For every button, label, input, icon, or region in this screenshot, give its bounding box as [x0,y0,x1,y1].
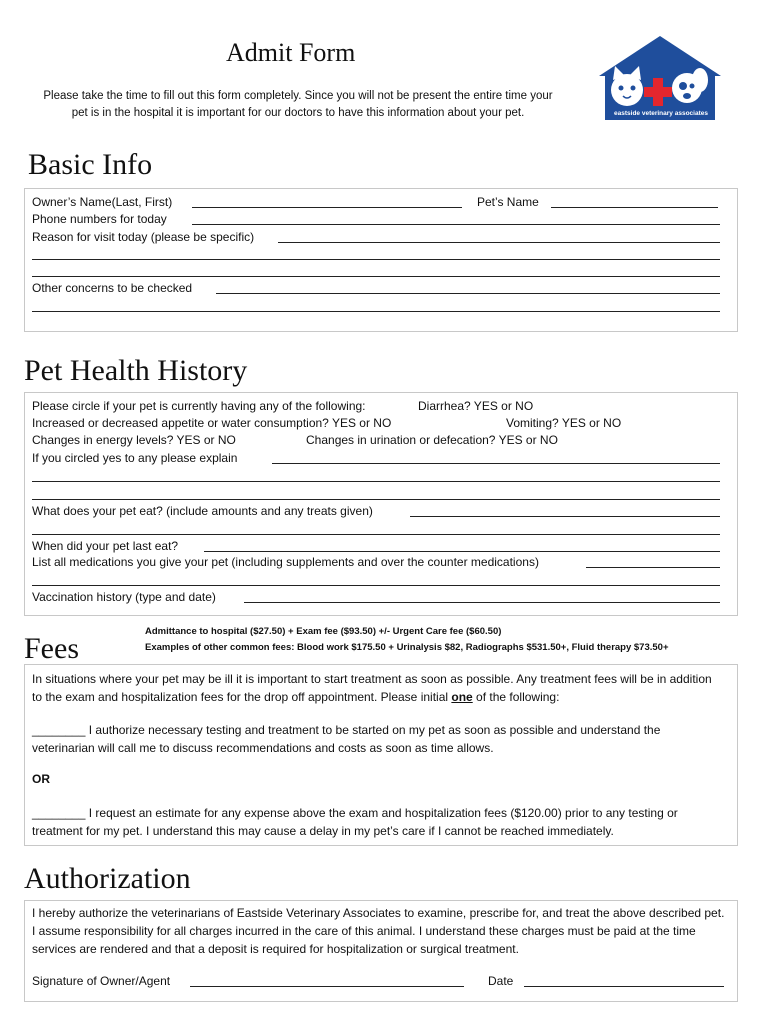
signature-label: Signature of Owner/Agent [32,974,171,988]
logo-text: eastside veterinary associates [614,110,708,117]
pet-name-label: Pet’s Name [477,195,539,209]
diarrhea-question[interactable]: Diarrhea? YES or NO [418,399,534,413]
reason-label: Reason for visit today (please be specific) [32,230,255,244]
fees-heading: Fees [24,632,79,665]
pet-name-field[interactable] [551,207,718,208]
or-label: OR [32,772,50,786]
phone-field[interactable] [192,224,720,225]
fees-paragraph: In situations where your pet may be ill it is important to start treatment as soon as possible. Any treatment fees will be in addition to the exam and hospitalization fees for the drop off appointment. Please initial one of the following: [32,672,712,704]
request-estimate-option[interactable]: ________ I request an estimate for any expense above the exam and hospitalization fees ($120.00) prior to any testing or treatment for my pet. I understand this may cause a delay in my pet’s care if I cannot be reached immediately. [32,806,678,838]
fee-examples: Examples of other common fees: Blood work $175.50 + Urinalysis $82, Radiographs $531.50+, Fluid therapy $73.50+ [145,642,669,653]
vaccination-label: Vaccination history (type and date) [32,590,216,604]
phone-label: Phone numbers for today [32,212,167,226]
reason-field-line[interactable] [32,276,720,277]
diet-label: What does your pet eat? (include amounts and any treats given) [32,504,373,518]
circle-instruction: Please circle if your pet is currently having any of the following: [32,399,366,413]
date-label: Date [488,974,514,988]
diet-line[interactable] [32,534,720,535]
intro-text: Please take the time to fill out this form completely. Since you will not be present the entire time your pet is in the hospital it is important for our doctors to have this information about your pet. [43,90,553,119]
reason-field-line[interactable] [32,259,720,260]
medications-field[interactable] [586,567,720,568]
vaccination-field[interactable] [244,602,720,603]
other-concerns-field[interactable] [216,293,720,294]
clinic-logo [597,34,723,122]
explain-line[interactable] [32,499,720,500]
health-history-heading: Pet Health History [24,354,248,387]
fee-summary: Admittance to hospital ($27.50) + Exam fee ($93.50) +/- Urgent Care fee ($60.50) [145,626,502,637]
vomiting-question[interactable]: Vomiting? YES or NO [506,416,622,430]
urination-question[interactable]: Changes in urination or defecation? YES or NO [306,433,558,447]
reason-field[interactable] [278,242,720,243]
other-concerns-label: Other concerns to be checked [32,281,193,295]
owner-name-label: Owner’s Name(Last, First) [32,195,173,209]
last-ate-field[interactable] [204,551,720,552]
explain-line[interactable] [32,481,720,482]
explain-field[interactable] [272,463,720,464]
page-title: Admit Form [226,38,356,67]
one-emphasis: one [451,690,473,704]
medications-line[interactable] [32,585,720,586]
appetite-question[interactable]: Increased or decreased appetite or water consumption? YES or NO [32,416,392,430]
basic-info-heading: Basic Info [28,148,153,181]
authorize-treatment-option[interactable]: ________ I authorize necessary testing and treatment to be started on my pet as soon as possible and understand the veterinarian will call me to discuss recommendations and costs as soon as time allows. [32,723,661,755]
other-concerns-line[interactable] [32,311,720,312]
explain-label: If you circled yes to any please explain [32,451,238,465]
medications-label: List all medications you give your pet (including supplements and over the counter medications) [32,555,539,569]
logo-house-icon [597,34,723,122]
energy-question[interactable]: Changes in energy levels? YES or NO [32,433,236,447]
diet-field[interactable] [410,516,720,517]
date-field[interactable] [524,986,724,987]
authorization-text: I hereby authorize the veterinarians of Eastside Veterinary Associates to examine, prescribe for, and treat the above described pet. I assume responsibility for all charges incurred in the care of this animal. I understand these charges must be paid at the time services are rendered and that a deposit is required for hospitalization or surgical treatment. [32,906,725,956]
signature-field[interactable] [190,986,464,987]
last-ate-label: When did your pet last eat? [32,539,179,553]
authorization-heading: Authorization [24,862,191,895]
owner-name-field[interactable] [192,207,462,208]
